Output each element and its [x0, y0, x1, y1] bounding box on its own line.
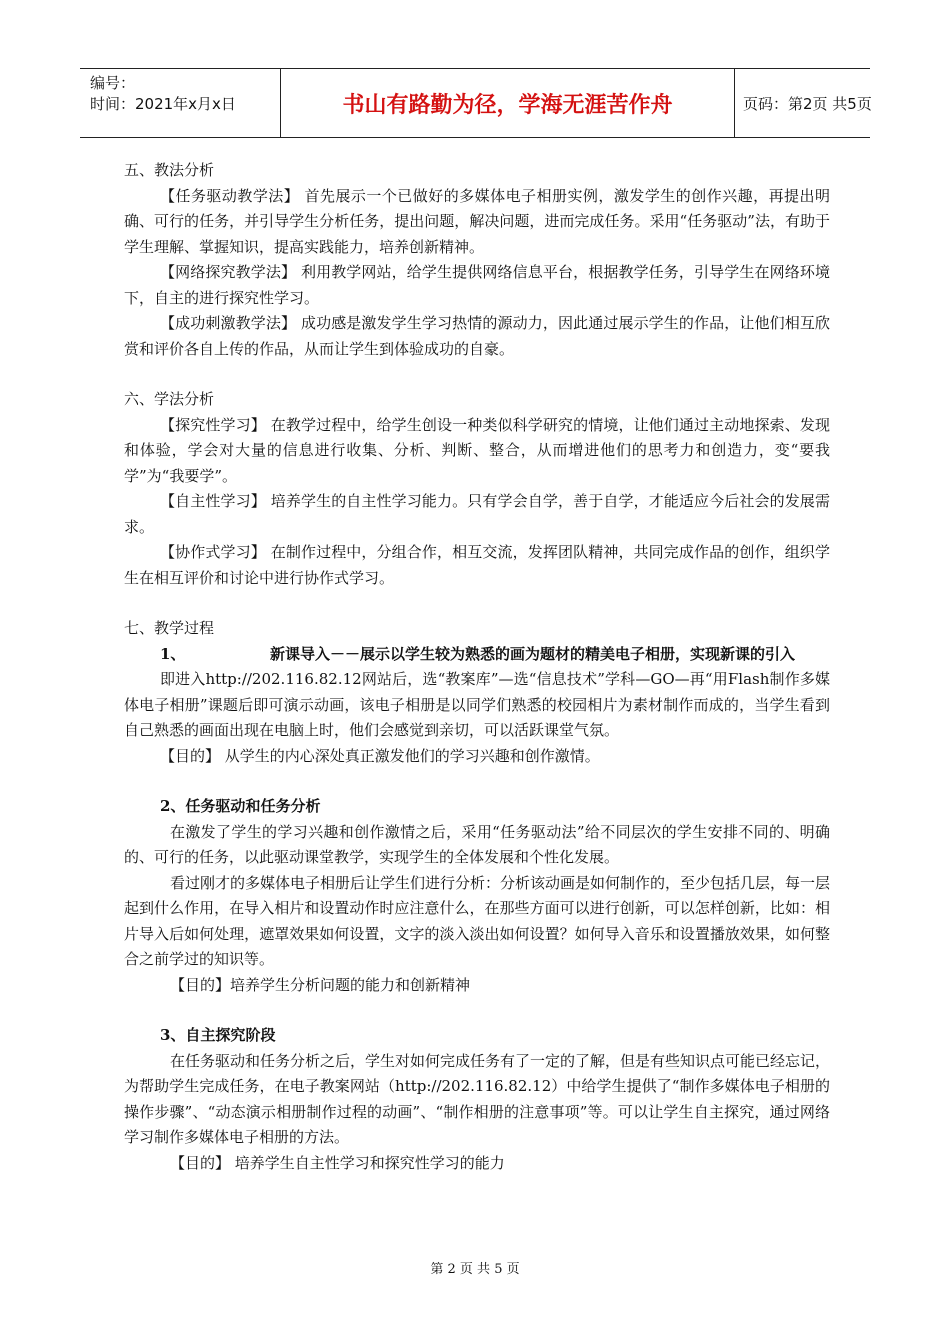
- section-title-learning-methods: 六、学法分析: [124, 390, 215, 408]
- paragraph: 看过刚才的多媒体电子相册后让学生们进行分析：分析该动画是如何制作的，至少包括几层，每一层起到什么作用，在导入相片和设置动作时应注意什么，在那些方面可以进行创新，可以怎样创新，比如：相片导入后如何处理，遮罩效果如何设置，文字的淡入淡出如何设置？如何导入音乐和设置播放效果，如何整合之前学过的知识等。: [124, 873, 831, 968]
- paragraph: 【协作式学习】 在制作过程中，分组合作，相互交流，发挥团队精神，共同完成作品的创作，组织学生在相互评价和讨论中进行协作式学习。: [124, 543, 830, 587]
- section-title-teaching-process: 七、教学过程: [124, 619, 215, 637]
- step1-heading: [160, 642, 830, 668]
- paragraph: 【自主性学习】 培养学生的自主性学习能力。只有学会自学，善于自学，才能适应今后社会的发展需求。: [124, 492, 830, 536]
- step3-title: 3、自主探究阶段: [160, 1026, 276, 1044]
- paragraph: 在任务驱动和任务分析之后，学生对如何完成任务有了一定的了解，但是有些知识点可能已经忘记，为帮助学生完成任务，在电子教案网站（http://202.116.82.12）中给学生提供了“制作多媒体电子相册的操作步骤”、“动态演示相册制作过程的动画”、“制作相册的注意事项”等。可以让学生自主探究，通过网络学习制作多媒体电子相册的方法。: [124, 1051, 831, 1146]
- section-title-teaching-methods: 五、教法分析: [124, 161, 215, 179]
- goal-line: 【目的】 从学生的内心深处真正激发他们的学习兴趣和创作激情。: [160, 746, 600, 765]
- step1-title: 新课导入－－展示以学生较为熟悉的画为题材的精美电子相册，实现新课的引入: [270, 644, 796, 663]
- page-header: [80, 68, 870, 138]
- paragraph: 【成功刺激教学法】 成功感是激发学生学习热情的源动力，因此通过展示学生的作品，让他们相互欣赏和评价各自上传的作品，从而让学生到体验成功的自豪。: [124, 314, 830, 358]
- goal-line: 【目的】 培养学生自主性学习和探究性学习的能力: [170, 1153, 505, 1172]
- paragraph: 【探究性学习】 在教学过程中，给学生创设一种类似科学研究的情境，让他们通过主动地探索、发现和体验，学会对大量的信息进行收集、分析、判断、整合，从而增进他们的思考力和创造力，变“要我学”为“我要学”。: [124, 415, 830, 485]
- step1-number: 1、: [160, 644, 186, 663]
- number-label: 编号：: [90, 74, 136, 92]
- document-body: [124, 158, 830, 1176]
- header-meta: [80, 69, 280, 137]
- page-footer: 第 2 页 共 5 页: [430, 1262, 520, 1277]
- paragraph: 【网络探究教学法】 利用教学网站，给学生提供网络信息平台，根据教学任务，引导学生在网络环境下，自主的进行探究性学习。: [124, 263, 830, 307]
- goal-line: 【目的】培养学生分析问题的能力和创新精神: [170, 975, 471, 994]
- step2-title: 2、任务驱动和任务分析: [160, 797, 321, 815]
- paragraph: 即进入http://202.116.82.12网站后，选“教案库”—选“信息技术”学科—GO—再“用Flash制作多媒体电子相册”课题后即可演示动画，该电子相册是以同学们熟悉的校园相片为素材制作而成的，当学生看到自己熟悉的画面出现在电脑上时，他们会感觉到亲切，可以活跃课堂气氛。: [124, 670, 830, 739]
- header-page-info: 页码：第2页 共5页: [743, 94, 872, 113]
- paragraph: 【任务驱动教学法】 首先展示一个已做好的多媒体电子相册实例，激发学生的创作兴趣，再提出明确、可行的任务，并引导学生分析任务，提出问题，解决问题，进而完成任务。采用“任务驱动”法，有助于学生理解、掌握知识，提高实践能力，培养创新精神。: [124, 186, 830, 256]
- paragraph: 在激发了学生的学习兴趣和创作激情之后，采用“任务驱动法”给不同层次的学生安排不同的、明确的、可行的任务，以此驱动课堂教学，实现学生的全体发展和个性化发展。: [124, 822, 830, 866]
- time-label: 时间：2021年x月x日: [90, 95, 236, 113]
- header-motto: 书山有路勤为径，学海无涯苦作舟: [280, 69, 735, 137]
